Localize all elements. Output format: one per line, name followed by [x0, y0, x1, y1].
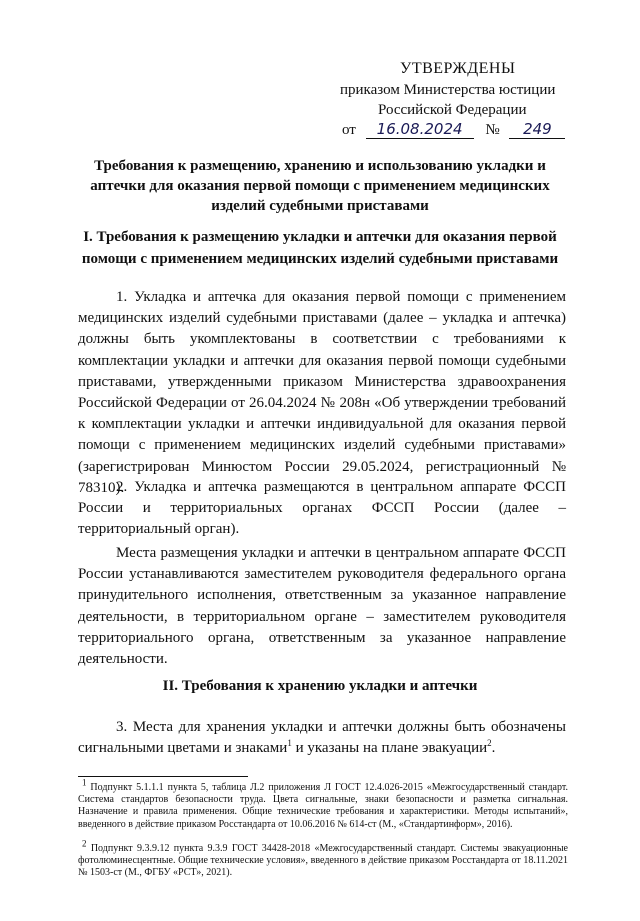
- paragraph-4-text-2: и указаны на плане эвакуации: [291, 740, 488, 757]
- document-title: Требования к размещению, хранению и использованию укладки и аптечки для оказания первой помощи с применением медицинских изделий судебными приставами: [90, 158, 550, 214]
- footnote-1: [78, 777, 568, 831]
- paragraph-4-text: 3. Места для хранения укладки и аптечки должны быть обозначены сигнальными цветами и знаками: [78, 719, 566, 757]
- footnote-2-text: Подпункт 9.3.9.12 пункта 9.3.9 ГОСТ 34428-2018 «Межгосударственный стандарт. Системы эвакуационные фотолюминесцентные. Общие технические условия», введенного в действие приказом Росстандарта от 18.11.2021 № 1503-ст (М., ФГБУ «РСТ», 2021).: [78, 843, 568, 879]
- footnote-1-text: Подпункт 5.1.1.1 пункта 5, таблица Л.2 приложения Л ГОСТ 12.4.026-2015 «Межгосударственный стандарт. Система стандартов безопасности труда. Цвета сигнальные, знаки безопасности и разметка сигнальная. Назначение и правила применения. Общие технические требования и характеристики. Методы испытаний», введенного в действие приказом Росстандарта от 10.06.2016 № 614-ст (М., «Стандартинформ», 2016).: [78, 782, 568, 830]
- approval-country-line: Российской Федерации: [378, 102, 527, 118]
- footnote-1-mark: 1: [82, 777, 87, 788]
- footnote-2-mark: 2: [82, 838, 87, 849]
- footnote-ref-1: 1: [287, 738, 292, 749]
- footnote-separator: [78, 776, 248, 777]
- paragraph-4: [78, 717, 566, 759]
- paragraph-3: Места размещения укладки и аптечки в центральном аппарате ФССП России устанавливаются заместителем руководителя федерального органа принудительного исполнения, ответственным за указанное направление деятельности, в территориальном органе – заместителем руководителя территориального органа, ответственным за указанное направление деятельности.: [78, 545, 566, 668]
- paragraph-4-end: .: [491, 740, 496, 757]
- approval-date: 16.08.2024: [366, 120, 474, 139]
- approval-order-line: приказом Министерства юстиции: [340, 82, 556, 98]
- footnote-2: [78, 838, 568, 880]
- paragraph-2: 2. Укладка и аптечка размещаются в центральном аппарате ФССП России и территориальных органах ФССП России (далее – территориальный орган).: [78, 479, 566, 538]
- paragraph-1: 1. Укладка и аптечка для оказания первой помощи с применением медицинских изделий судебными приставами (далее – укладка и аптечка) должны быть укомплектованы в соответствии с требованиями к комплектации укладки и аптечки для оказания первой помощи судебными приставами, утвержденными приказом Министерства здравоохранения Российской Федерации от 26.04.2024 № 208н «Об утверждении требований к комплектации укладки и аптечки индивидуальной для оказания первой помощи с применением медицинских изделий судебными приставами» (зарегистрирован Минюстом России 29.05.2024, регистрационный № 78310).: [78, 289, 566, 496]
- from-label: от: [342, 122, 356, 138]
- section-1-heading: I. Требования к размещению укладки и аптечки для оказания первой помощи с применением медицинских изделий судебными приставами: [81, 229, 559, 267]
- number-label: №: [485, 122, 500, 138]
- section-2-heading: II. Требования к хранению укладки и аптечки: [162, 678, 478, 694]
- approval-date-number-line: [342, 120, 565, 139]
- footnote-ref-2: 2: [487, 738, 492, 749]
- approval-heading: УТВЕРЖДЕНЫ: [400, 60, 516, 77]
- approval-number: 249: [509, 120, 565, 139]
